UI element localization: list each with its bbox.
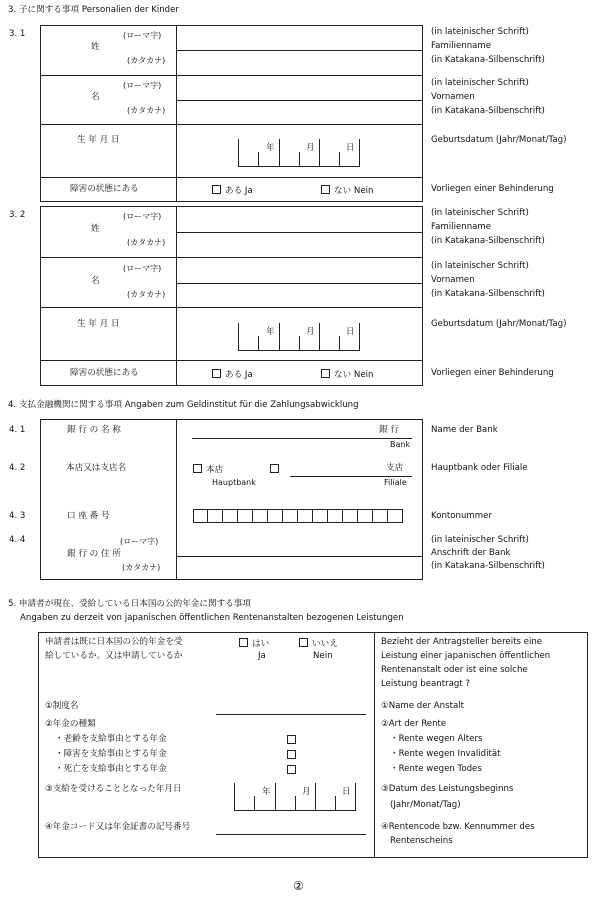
month-label: 月 — [306, 143, 315, 153]
birth-date-label: 生 年 月 日 — [77, 319, 120, 329]
de-pension-type-label: ②Art der Rente — [381, 719, 447, 729]
pension-code-label: ④年金コード又は年金証書の記号番号 — [45, 822, 191, 832]
disability-pension-label: ・障害を支給事由とする年金 — [55, 749, 167, 759]
de-katakana-label: (in Katakana-Silbenschrift) — [431, 106, 545, 116]
bank-address-field[interactable] — [176, 556, 423, 557]
de-latin-label: (in lateinischer Schrift) — [431, 261, 529, 271]
de-disability-label: Vorliegen einer Behinderung — [431, 368, 554, 378]
pension-question-line2: 給しているか。又は申請しているか — [45, 651, 183, 661]
de-katakana-label: (in Katakana-Silbenschrift) — [431, 236, 545, 246]
row-number: 4. 2 — [9, 463, 26, 473]
checkbox-icon[interactable] — [212, 369, 221, 378]
account-number-boxes[interactable] — [193, 509, 403, 523]
checkbox-icon[interactable] — [270, 464, 279, 473]
year-label: 年 — [266, 143, 275, 153]
head-office-option[interactable]: 本店 — [193, 464, 223, 476]
de-katakana-label: (in Katakana-Silbenschrift) — [431, 55, 545, 65]
month-label: 月 — [306, 327, 315, 337]
de-account-label: Kontonummer — [431, 511, 492, 521]
de-vornamen-label: Vornamen — [431, 275, 475, 285]
checkbox-icon[interactable] — [287, 765, 296, 774]
romaji-label: (ローマ字) — [120, 537, 159, 546]
romaji-label: (ローマ字) — [123, 264, 162, 273]
de-birth-label: Geburtsdatum (Jahr/Monat/Tag) — [431, 319, 567, 329]
section-5-heading-de: Angaben zu derzeit von japanischen öffentlichen Rentenanstalten bezogenen Leistungen — [20, 613, 404, 623]
de-old-age-label: ・Rente wegen Alters — [390, 734, 483, 744]
checkbox-icon[interactable] — [321, 369, 330, 378]
surname-label: 姓 — [91, 42, 100, 52]
surname-label: 姓 — [91, 224, 100, 234]
account-number-label: 口 座 番 号 — [67, 511, 110, 521]
de-bank-address-label: Anschrift der Bank — [431, 548, 511, 558]
de-family-label: Familienname — [431, 41, 492, 51]
birth-date-label: 生 年 月 日 — [77, 135, 120, 145]
de-pension-code-label: ④Rentencode bzw. Kennummer des — [381, 822, 535, 832]
pension-question-de: Leistung einer japanischen öffentlichen — [381, 651, 551, 661]
de-birth-label: Geburtsdatum (Jahr/Monat/Tag) — [431, 135, 567, 145]
institution-field[interactable] — [216, 714, 366, 715]
disability-yes-option[interactable]: ある Ja — [212, 369, 253, 381]
year-label: 年 — [262, 787, 271, 797]
disability-no-option[interactable]: ない Nein — [321, 185, 373, 197]
de-latin-label: (in lateinischer Schrift) — [431, 27, 529, 37]
de-bank-name-label: Name der Bank — [431, 425, 498, 435]
branch-label: 本店又は支店名 — [66, 463, 127, 473]
disability-no-option[interactable]: ない Nein — [321, 369, 373, 381]
checkbox-icon[interactable] — [321, 185, 330, 194]
given-name-label: 名 — [91, 92, 100, 102]
checkbox-icon[interactable] — [287, 750, 296, 759]
pension-no-option[interactable]: いいえ — [299, 638, 338, 650]
pension-code-field[interactable] — [216, 834, 366, 835]
de-branch-label: Hauptbank oder Filiale — [431, 463, 528, 473]
old-age-checkbox[interactable] — [287, 735, 300, 747]
bank-suffix-de: Bank — [390, 440, 411, 449]
de-vornamen-label: Vornamen — [431, 92, 475, 102]
de-institution-label: ①Name der Anstalt — [381, 701, 464, 711]
de-latin-label: (in lateinischer Schrift) — [431, 78, 529, 88]
de-katakana-label: (in Katakana-Silbenschrift) — [431, 561, 545, 571]
child-number: 3. 2 — [9, 210, 26, 220]
page-number: ② — [293, 879, 304, 893]
checkbox-icon[interactable] — [193, 464, 202, 473]
birth-date-boxes[interactable] — [238, 139, 360, 167]
de-disability-label: ・Rente wegen Invalidität — [390, 749, 501, 759]
de-start-date-format: (Jahr/Monat/Tag) — [390, 800, 461, 810]
katakana-label: (カタカナ) — [122, 563, 161, 572]
checkbox-icon[interactable] — [287, 735, 296, 744]
pension-question-de: Leistung beantragt ? — [381, 679, 470, 689]
de-start-date-label: ③Datum des Leistungsbeginns — [381, 784, 514, 794]
bank-address-label: 銀 行 の 住 所 — [67, 549, 121, 559]
survivors-checkbox[interactable] — [287, 765, 300, 777]
romaji-label: (ローマ字) — [123, 31, 162, 40]
birth-date-boxes[interactable] — [238, 323, 360, 351]
year-label: 年 — [266, 327, 275, 337]
de-family-label: Familienname — [431, 222, 492, 232]
disability-yes-option[interactable]: ある Ja — [212, 185, 253, 197]
day-label: 日 — [342, 787, 351, 797]
section-3-heading: 3. 子に関する事項 Personalien der Kinder — [8, 5, 179, 15]
branch-option[interactable] — [270, 464, 283, 476]
section-4-heading: 4. 支払金融機関に関する事項 Angaben zum Geldinstitut für die Zahlungsabwicklung — [8, 400, 359, 410]
disability-label: 障害の状態にある — [70, 368, 139, 378]
disability-checkbox[interactable] — [287, 750, 300, 762]
de-katakana-label: (in Katakana-Silbenschrift) — [431, 289, 545, 299]
start-date-boxes[interactable] — [234, 783, 356, 811]
de-pension-code-label2: Rentenscheins — [390, 836, 453, 846]
disability-label: 障害の状態にある — [70, 184, 139, 194]
katakana-label: (カタカナ) — [127, 56, 166, 65]
branch-suffix-jp: 支店 — [386, 463, 404, 473]
old-age-pension-label: ・老齢を支給事由とする年金 — [55, 734, 167, 744]
romaji-label: (ローマ字) — [123, 212, 162, 221]
checkbox-icon[interactable] — [239, 638, 248, 647]
row-number: 4. 1 — [9, 425, 26, 435]
branch-name-field[interactable] — [290, 476, 412, 477]
katakana-label: (カタカナ) — [127, 106, 166, 115]
row-number: 4. 3 — [9, 511, 26, 521]
de-disability-label: Vorliegen einer Behinderung — [431, 184, 554, 194]
child-number: 3. 1 — [9, 29, 26, 39]
bank-name-label: 銀 行 の 名 称 — [67, 425, 121, 435]
pension-type-label: ②年金の種類 — [45, 719, 96, 729]
branch-suffix-de: Filiale — [384, 478, 407, 487]
bank-name-field[interactable] — [192, 438, 412, 439]
given-name-label: 名 — [91, 276, 100, 286]
pension-question-line1: 申請者は既に日本国の公的年金を受 — [45, 637, 183, 647]
day-label: 日 — [346, 327, 355, 337]
romaji-label: (ローマ字) — [123, 81, 162, 90]
pension-question-de: Rentenanstalt oder ist eine solche — [381, 665, 528, 675]
institution-label: ①制度名 — [45, 701, 79, 711]
section-5-heading-jp: 5. 申請者が現在、受給している日本国の公的年金に関する事項 — [8, 599, 251, 609]
de-latin-label: (in lateinischer Schrift) — [431, 535, 529, 545]
pension-question-de: Bezieht der Antragsteller bereits eine — [381, 637, 543, 647]
yes-de-label: Ja — [258, 651, 266, 661]
survivors-pension-label: ・死亡を支給事由とする年金 — [55, 764, 167, 774]
month-label: 月 — [302, 787, 311, 797]
checkbox-icon[interactable] — [212, 185, 221, 194]
pension-yes-option[interactable]: はい — [239, 638, 269, 650]
de-latin-label: (in lateinischer Schrift) — [431, 208, 529, 218]
no-de-label: Nein — [313, 651, 333, 661]
katakana-label: (カタカナ) — [127, 238, 166, 247]
day-label: 日 — [346, 143, 355, 153]
de-survivors-label: ・Rente wegen Todes — [390, 764, 482, 774]
bank-suffix-jp: 銀 行 — [379, 425, 399, 435]
row-number: 4. 4 — [9, 535, 26, 545]
katakana-label: (カタカナ) — [127, 290, 166, 299]
start-date-label: ③支給を受けることとなった年月日 — [45, 784, 182, 794]
head-office-de: Hauptbank — [212, 478, 256, 487]
checkbox-icon[interactable] — [299, 638, 308, 647]
